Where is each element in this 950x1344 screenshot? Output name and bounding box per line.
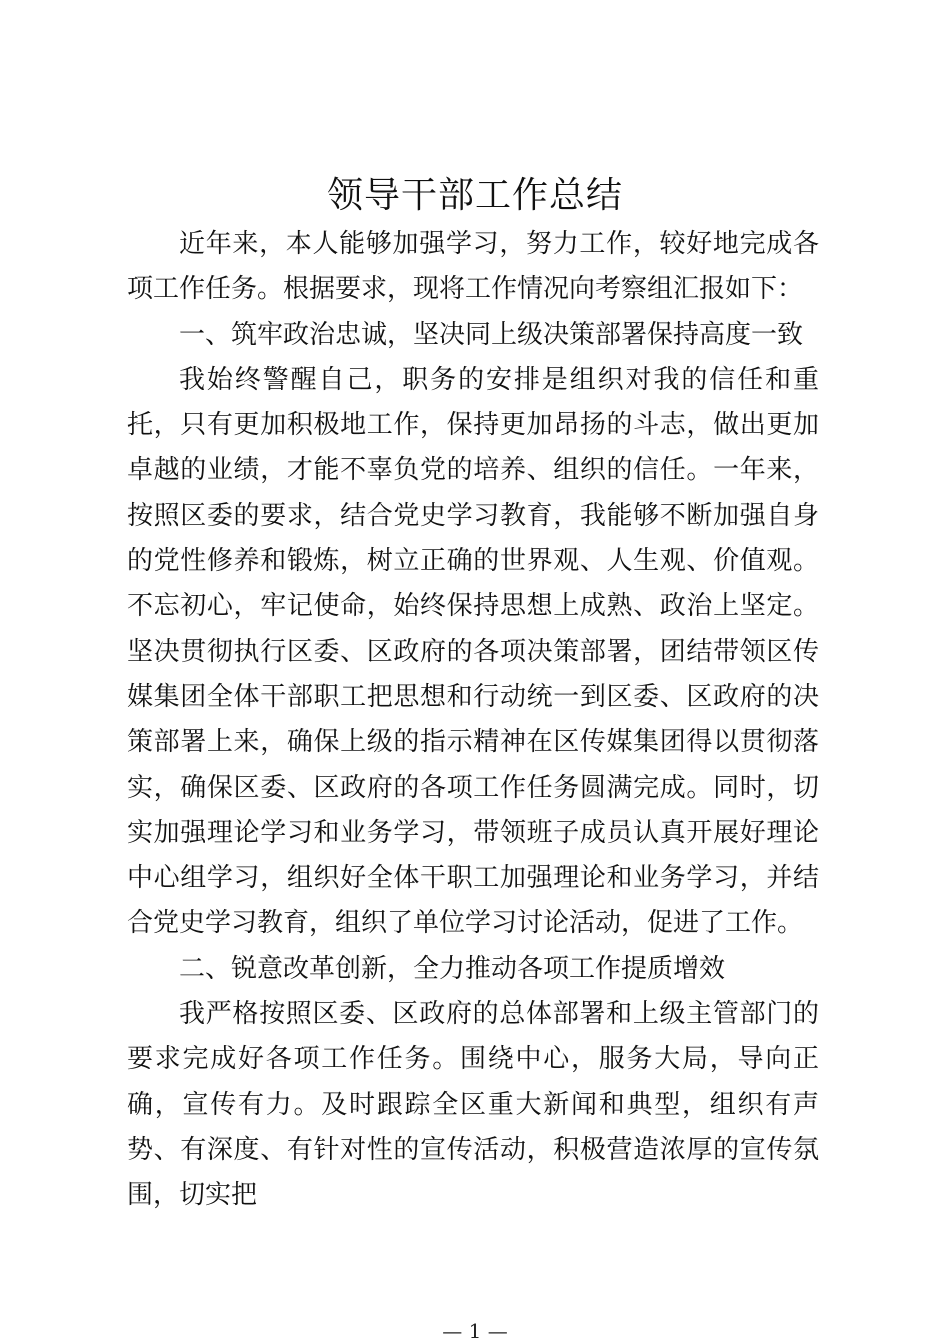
document-body <box>127 222 819 1219</box>
section-1-paragraph: 我始终警醒自己，职务的安排是组织对我的信任和重托，只有更加积极地工作，保持更加昂扬的斗志，做出更加卓越的业绩，才能不辜负党的培养、组织的信任。一年来，按照区委的要求，结合党史学习教育，我能够不断加强自身的党性修养和锻炼，树立正确的世界观、人生观、价值观。不忘初心，牢记使命，始终保持思想上成熟、政治上坚定。坚决贯彻执行区委、区政府的各项决策部署，团结带领区传媒集团全体干部职工把思想和行动统一到区委、区政府的决策部署上来，确保上级的指示精神在区传媒集团得以贯彻落实，确保区委、区政府的各项工作任务圆满完成。同时，切实加强理论学习和业务学习，带领班子成员认真开展好理论中心组学习，组织好全体干职工加强理论和业务学习，并结合党史学习教育，组织了单位学习讨论活动，促进了工作。 <box>127 364 819 939</box>
page-number: — 1 — <box>442 1319 508 1343</box>
intro-paragraph: 近年来，本人能够加强学习，努力工作，较好地完成各项工作任务。根据要求，现将工作情况向考察组汇报如下： <box>127 229 819 305</box>
section-heading-1: 一、筑牢政治忠诚，坚决同上级决策部署保持高度一致 <box>179 319 804 350</box>
section-2-paragraph: 我严格按照区委、区政府的总体部署和上级主管部门的要求完成好各项工作任务。围绕中心，服务大局，导向正确，宣传有力。及时跟踪全区重大新闻和典型，组织有声势、有深度、有针对性的宣传活动，积极营造浓厚的宣传氛围，切实把 <box>127 999 819 1211</box>
document-title: 领导干部工作总结 <box>326 175 623 216</box>
section-heading-2: 二、锐意改革创新，全力推动各项工作提质增效 <box>179 953 726 984</box>
